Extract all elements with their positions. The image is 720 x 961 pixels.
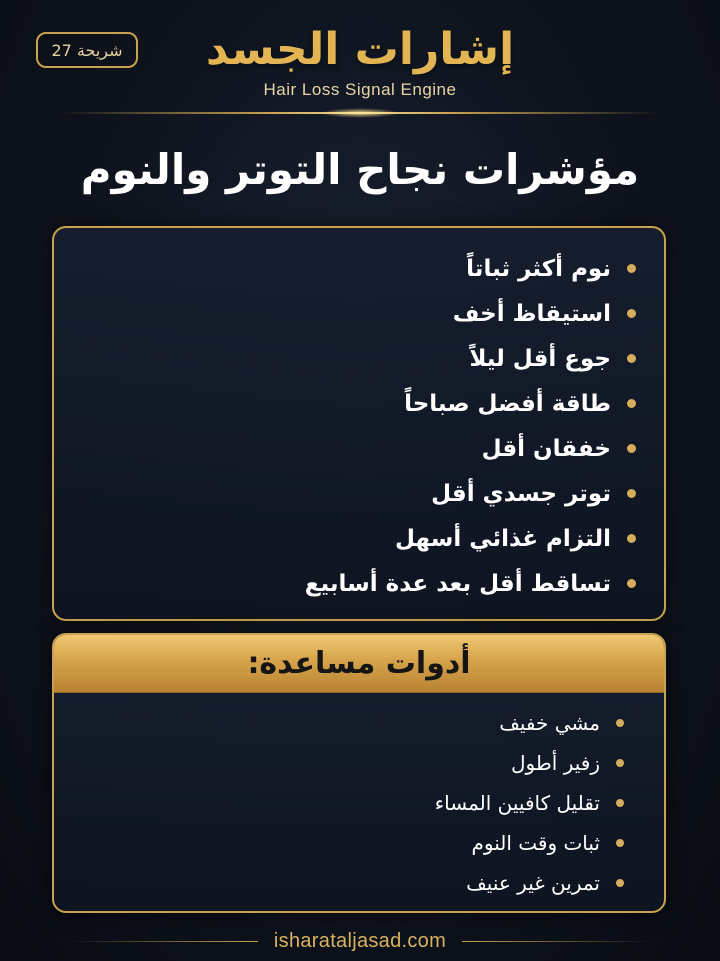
bullet-icon — [627, 354, 636, 363]
indicator-text: خفقان أقل — [481, 435, 611, 462]
footer-divider-right — [462, 941, 652, 942]
website-link[interactable]: isharataljasad.com — [273, 929, 447, 952]
indicator-item — [54, 426, 636, 471]
indicators-card — [52, 226, 666, 621]
indicator-text: جوع أقل ليلاً — [469, 345, 611, 372]
bullet-icon — [616, 879, 624, 887]
indicator-text: طاقة أفضل صباحاً — [404, 390, 611, 417]
bullet-icon — [627, 489, 636, 498]
indicator-text: استيقاظ أخف — [452, 300, 611, 327]
bullet-icon — [627, 264, 636, 273]
indicator-item — [54, 381, 636, 426]
tools-title: أدوات مساعدة: — [247, 646, 471, 681]
bullet-icon — [627, 444, 636, 453]
tool-text: تقليل كافيين المساء — [434, 791, 600, 815]
indicator-item — [54, 246, 636, 291]
tool-text: مشي خفيف — [499, 711, 600, 735]
bullet-icon — [627, 579, 636, 588]
bullet-icon — [616, 759, 624, 767]
indicator-item — [54, 291, 636, 336]
bullet-icon — [616, 719, 624, 727]
page-title: مؤشرات نجاح التوتر والنوم — [80, 145, 640, 194]
bullet-icon — [627, 399, 636, 408]
indicator-text: تساقط أقل بعد عدة أسابيع — [304, 570, 611, 597]
bullet-icon — [616, 799, 624, 807]
indicator-item — [54, 561, 636, 606]
tools-header — [54, 635, 664, 693]
footer — [0, 926, 720, 956]
tool-text: زفير أطول — [511, 751, 600, 775]
tools-list — [54, 693, 664, 903]
bullet-icon — [616, 839, 624, 847]
bullet-icon — [627, 534, 636, 543]
indicators-list — [54, 228, 664, 606]
indicator-text: نوم أكثر ثباتاً — [466, 255, 611, 282]
brand-subtitle: Hair Loss Signal Engine — [263, 80, 457, 99]
tool-item — [54, 743, 624, 783]
footer-divider-left — [68, 941, 258, 942]
tool-text: ثبات وقت النوم — [471, 831, 600, 855]
divider-glow — [320, 108, 400, 118]
bullet-icon — [627, 309, 636, 318]
indicator-item — [54, 471, 636, 516]
tool-item — [54, 863, 624, 903]
tool-item — [54, 703, 624, 743]
indicator-item — [54, 516, 636, 561]
indicator-text: التزام غذائي أسهل — [395, 525, 611, 552]
indicator-text: توتر جسدي أقل — [431, 480, 611, 507]
tools-card — [52, 633, 666, 913]
brand-title: إشارات الجسد — [205, 24, 515, 75]
tool-text: تمرين غير عنيف — [466, 871, 600, 895]
slide-number-badge: شريحة 27 — [36, 32, 138, 68]
tool-item — [54, 783, 624, 823]
tool-item — [54, 823, 624, 863]
indicator-item — [54, 336, 636, 381]
